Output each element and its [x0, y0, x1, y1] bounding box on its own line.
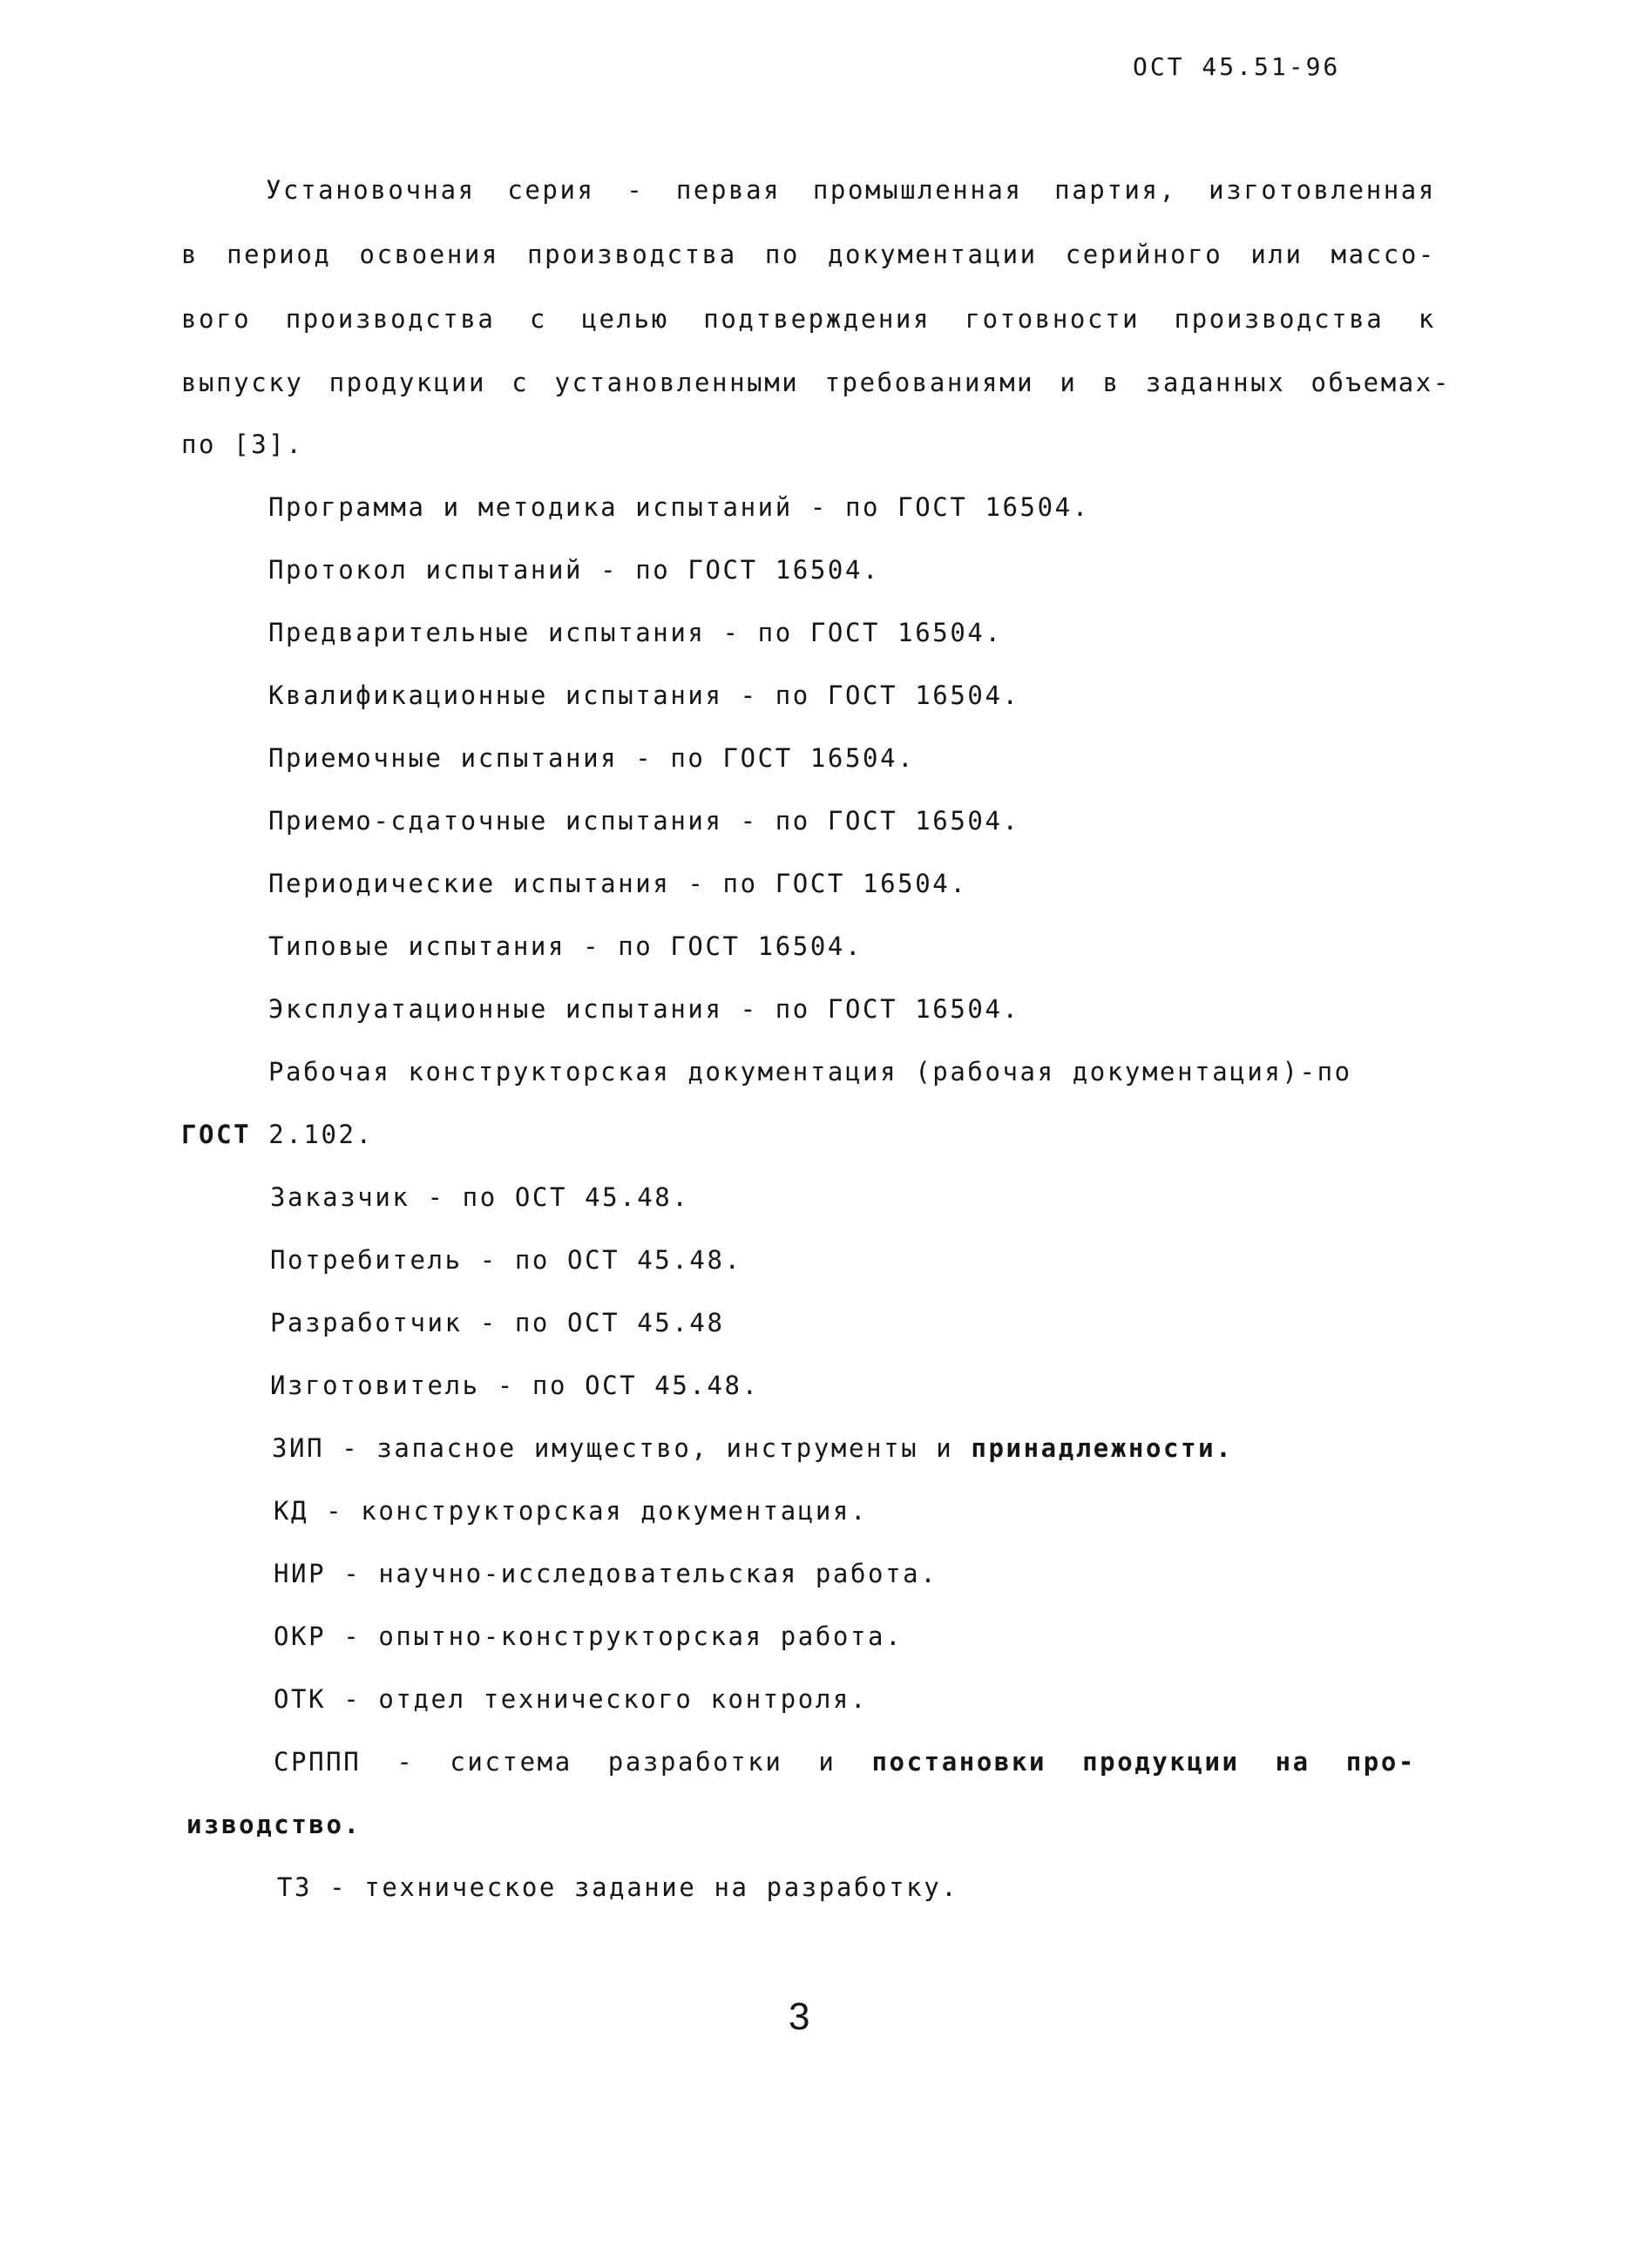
term-line: Приемо-сдаточные испытания - по ГОСТ 16504.: [268, 806, 1020, 836]
abbr-srppp-line-2: изводство.: [186, 1810, 362, 1839]
word: с: [529, 304, 547, 334]
word: целью: [581, 304, 669, 334]
word: и: [1060, 368, 1078, 397]
word: -: [396, 1747, 415, 1777]
word: продукции: [328, 368, 487, 397]
abbr-zip-text: ЗИП - запасное имущество, инструменты и: [272, 1433, 972, 1463]
party-line: Потребитель - по ОСТ 45.48.: [270, 1245, 742, 1275]
para-ustanovochnaya-line-3: [181, 303, 1436, 335]
word: заданных: [1145, 368, 1286, 397]
term-line: Периодические испытания - по ГОСТ 16504.: [268, 869, 968, 898]
abbr-zip: [272, 1432, 1233, 1464]
term-line: Предварительные испытания - по ГОСТ 16504.: [268, 618, 1003, 647]
abbr-line: КД - конструкторская документация.: [274, 1496, 869, 1526]
word: готовности: [965, 304, 1141, 334]
term-line: Приемочные испытания - по ГОСТ 16504.: [268, 743, 916, 773]
term-line: Протокол испытаний - по ГОСТ 16504.: [268, 555, 881, 585]
word: объемах-: [1310, 368, 1451, 397]
para-rabochaya-line-1: Рабочая конструкторская документация (рабочая документация)-по: [268, 1057, 1352, 1087]
gost-bold-word: ГОСТ: [181, 1120, 252, 1149]
word: производства: [527, 240, 737, 269]
word: по: [764, 240, 800, 269]
party-line: Изготовитель - по ОСТ 45.48.: [270, 1371, 760, 1400]
party-line: Заказчик - по ОСТ 45.48.: [270, 1182, 690, 1212]
word: первая: [675, 175, 782, 205]
abbr-srppp-line-1: [274, 1746, 1416, 1777]
word: с: [511, 368, 530, 397]
word: -: [626, 175, 645, 205]
term-line: Типовые испытания - по ГОСТ 16504.: [268, 931, 863, 961]
word: документации: [827, 240, 1038, 269]
word: в: [181, 240, 200, 269]
word: система: [450, 1747, 572, 1777]
word: партия,: [1054, 175, 1177, 205]
para-ustanovochnaya-line-4: [181, 367, 1451, 398]
abbr-line: ОТК - отдел технического контроля.: [274, 1684, 869, 1714]
abbr-zip-bold: принадлежности.: [971, 1433, 1234, 1463]
word: постановки: [871, 1747, 1047, 1777]
para-ustanovochnaya-line-1: [266, 174, 1436, 206]
page-number: 3: [789, 1995, 810, 2038]
word: изготовленная: [1209, 175, 1436, 205]
term-line: Программа и методика испытаний - по ГОСТ 16504.: [268, 492, 1090, 522]
word: установленными: [554, 368, 800, 397]
abbr-line: ОКР - опытно-конструкторская работа.: [274, 1621, 904, 1651]
word: период: [227, 240, 332, 269]
abbr-tz: ТЗ - техническое задание на разработку.: [277, 1872, 959, 1902]
word: требованиями: [824, 368, 1035, 397]
word: на: [1275, 1747, 1310, 1777]
word: вого: [181, 304, 252, 334]
gost-number: 2.102.: [251, 1120, 374, 1149]
word: про-: [1345, 1747, 1416, 1777]
word: производства: [1174, 304, 1385, 334]
word: подтверждения: [703, 304, 931, 334]
term-line: Эксплуатационные испытания - по ГОСТ 16504.: [268, 994, 1020, 1024]
word: серийного: [1065, 240, 1223, 269]
abbr-line: НИР - научно-исследовательская работа.: [274, 1559, 938, 1588]
document-code-header: ОСТ 45.51-96: [1133, 52, 1341, 81]
word: или: [1250, 240, 1304, 269]
word: разработки: [607, 1747, 783, 1777]
word: освоения: [359, 240, 499, 269]
word: и: [818, 1747, 836, 1777]
para-ustanovochnaya-line-2: [181, 239, 1436, 270]
word: к: [1418, 304, 1436, 334]
word: Установочная: [266, 175, 476, 205]
word: СРППП: [274, 1747, 362, 1777]
word: серия: [507, 175, 595, 205]
party-line: Разработчик - по ОСТ 45.48: [270, 1308, 725, 1337]
word: в: [1102, 368, 1121, 397]
word: продукции: [1082, 1747, 1240, 1777]
word: массо-: [1331, 240, 1436, 269]
term-line: Квалификационные испытания - по ГОСТ 16504.: [268, 680, 1020, 710]
word: выпуску: [181, 368, 304, 397]
para-rabochaya-line-2: [181, 1119, 374, 1150]
para-ustanovochnaya-line-5: по [3].: [181, 430, 304, 459]
word: промышленная: [812, 175, 1023, 205]
word: производства: [285, 304, 496, 334]
